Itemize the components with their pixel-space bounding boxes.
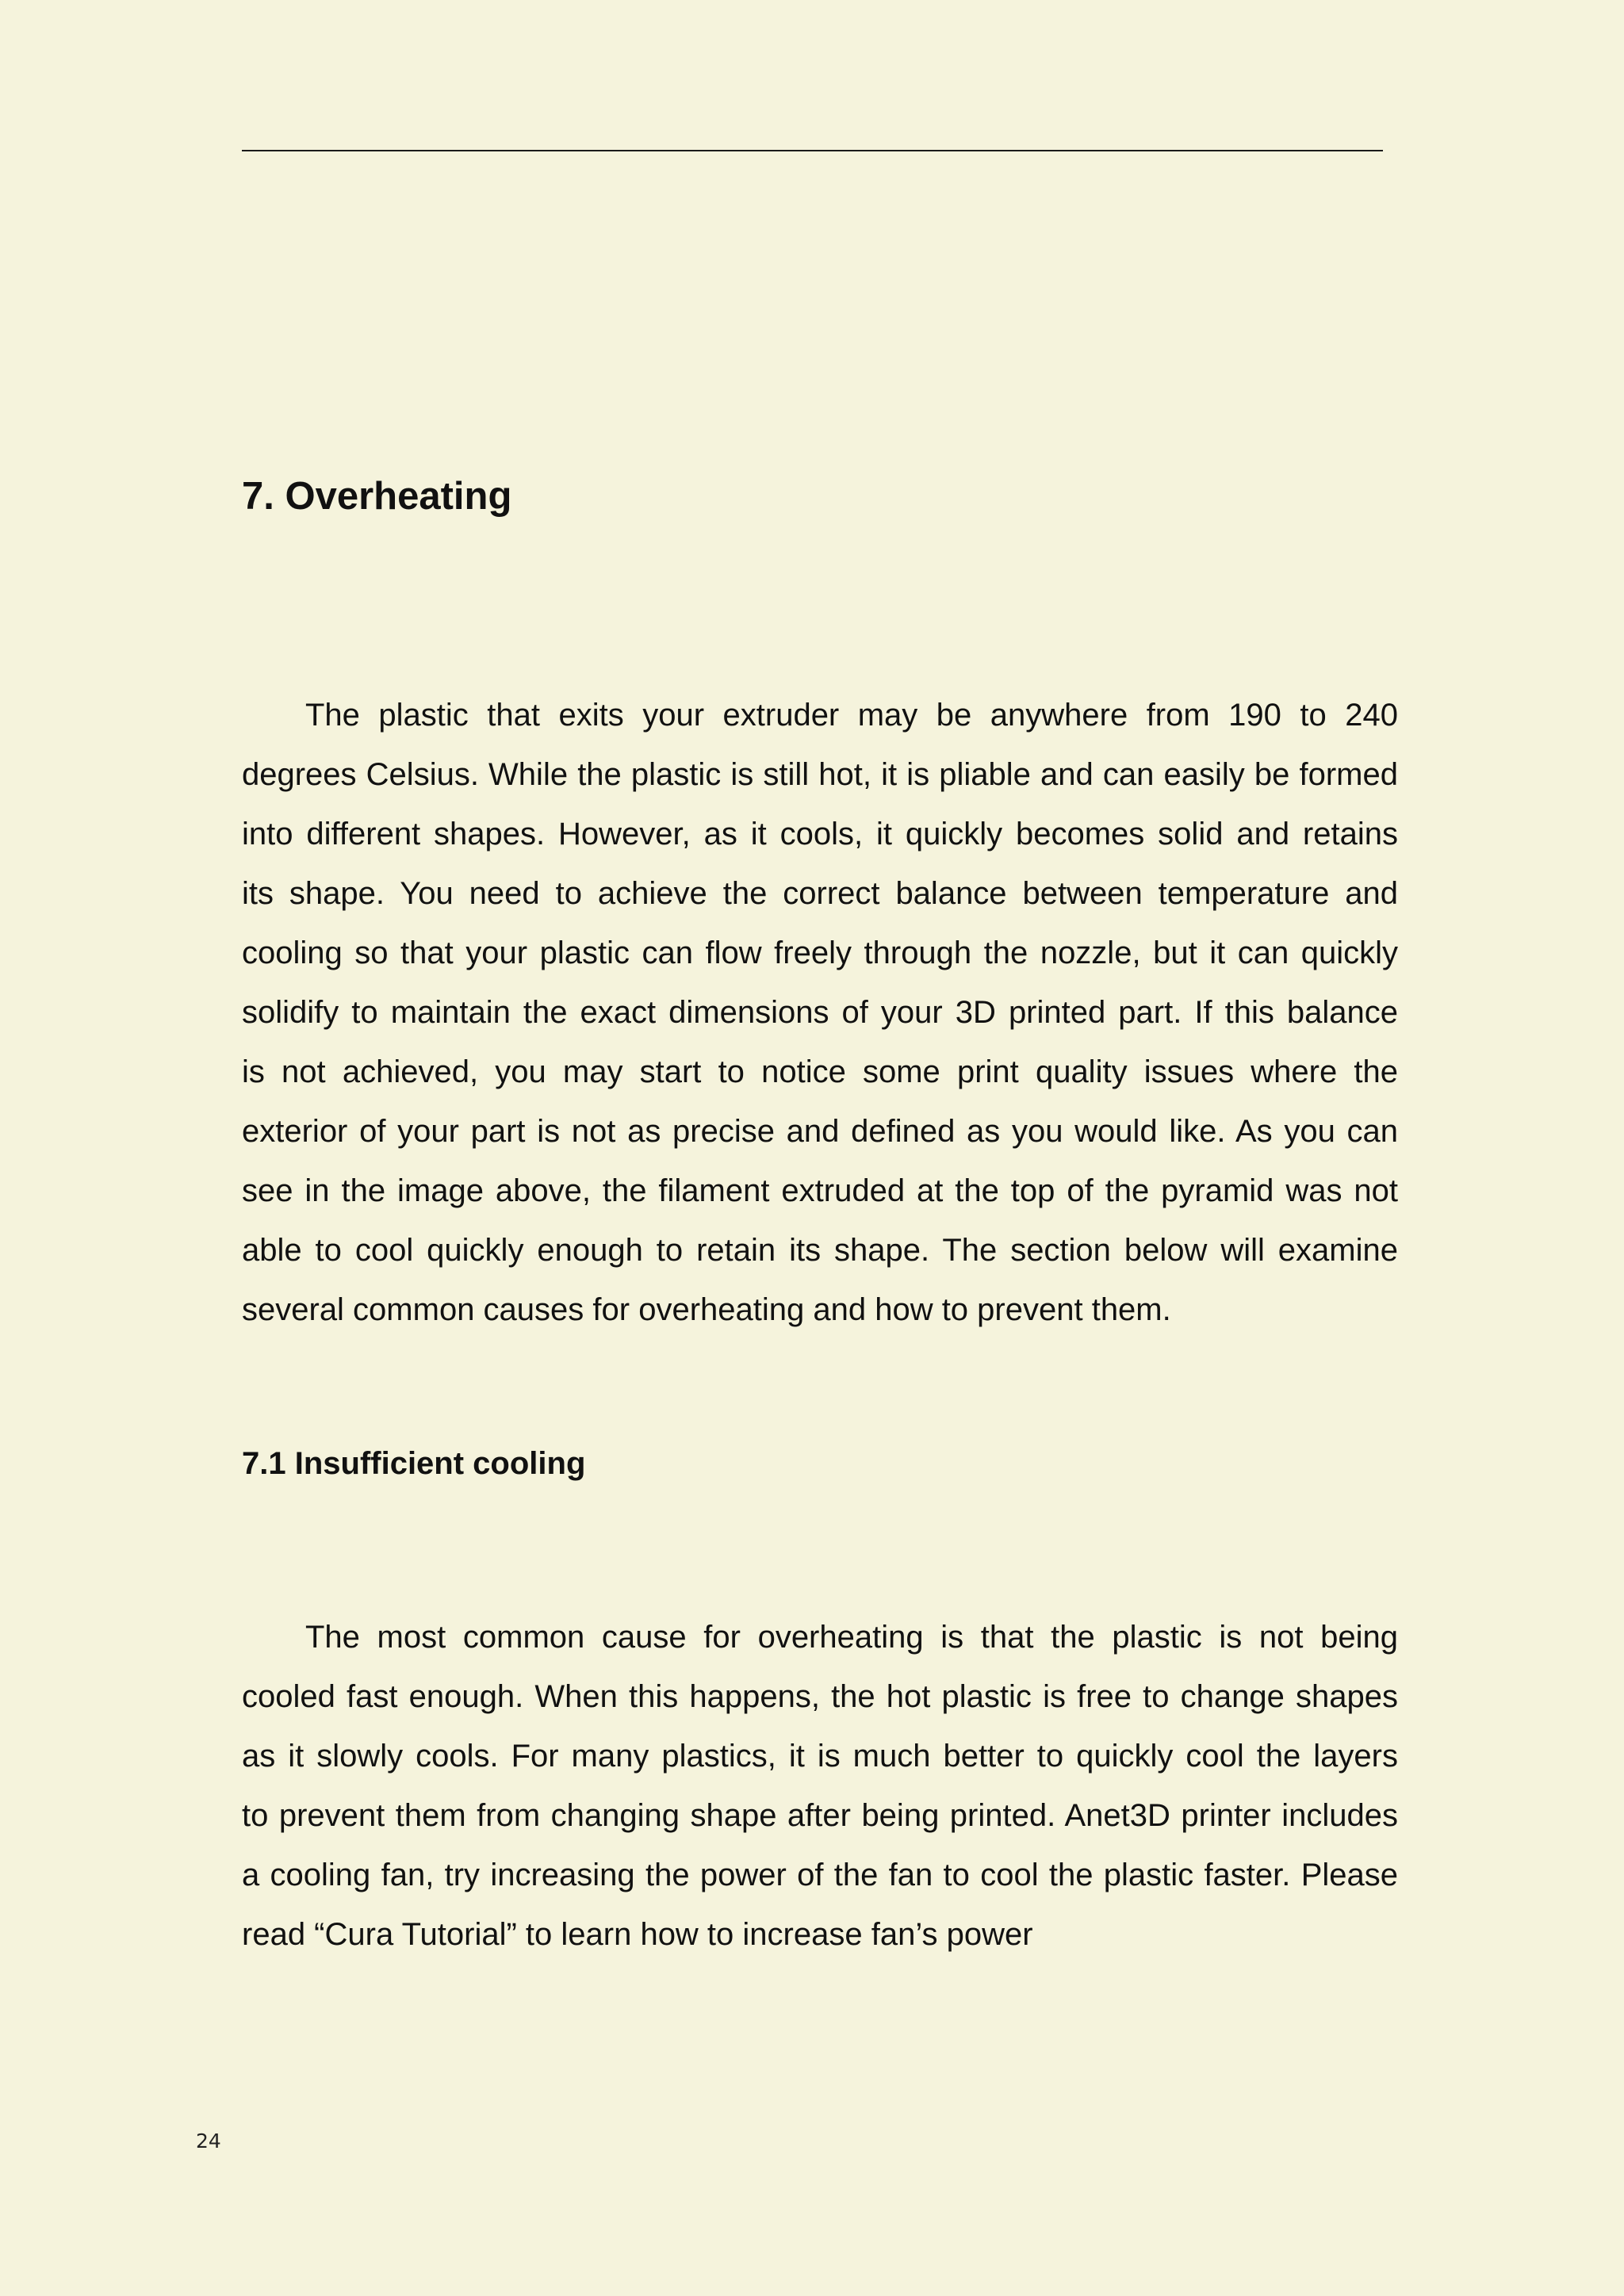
paragraph-line: The plastic that exits your extruder may be anywhere from 190 to 240 (305, 698, 1398, 733)
section-heading: 7. Overheating (242, 475, 512, 518)
paragraph-line: cooling so that your plastic can flow freely through the nozzle, but it can quickly (242, 936, 1398, 970)
paragraph-line: as it slowly cools. For many plastics, it is much better to quickly cool the layers (242, 1739, 1398, 1774)
paragraph-line: degrees Celsius. While the plastic is still hot, it is pliable and can easily be formed (242, 757, 1398, 792)
paragraph-line: The most common cause for overheating is that the plastic is not being (305, 1620, 1398, 1655)
paragraph-line: is not achieved, you may start to notice some print quality issues where the (242, 1054, 1398, 1089)
overheating-paragraph (242, 686, 1398, 1340)
page-number: 24 (196, 2130, 221, 2152)
paragraph-line: a cooling fan, try increasing the power of the fan to cool the plastic faster. Please (242, 1858, 1398, 1892)
paragraph-line: into different shapes. However, as it cools, it quickly becomes solid and retains (242, 817, 1398, 851)
paragraph-line: exterior of your part is not as precise and defined as you would like. As you can (242, 1114, 1398, 1149)
paragraph-line: several common causes for overheating and how to prevent them. (242, 1292, 1171, 1327)
header-rule (242, 150, 1383, 151)
subsection-heading: 7.1 Insufficient cooling (242, 1446, 586, 1481)
paragraph-line: to prevent them from changing shape after being printed. Anet3D printer includes (242, 1798, 1398, 1833)
paragraph-line: cooled fast enough. When this happens, the hot plastic is free to change shapes (242, 1679, 1398, 1714)
insufficient-cooling-paragraph (242, 1608, 1398, 1965)
paragraph-line: read “Cura Tutorial” to learn how to increase fan’s power (242, 1917, 1033, 1952)
paragraph-line: solidify to maintain the exact dimensions of your 3D printed part. If this balance (242, 995, 1398, 1030)
paragraph-line: see in the image above, the filament extruded at the top of the pyramid was not (242, 1173, 1398, 1208)
paragraph-line: able to cool quickly enough to retain its shape. The section below will examine (242, 1233, 1398, 1268)
paragraph-line: its shape. You need to achieve the correct balance between temperature and (242, 876, 1398, 911)
